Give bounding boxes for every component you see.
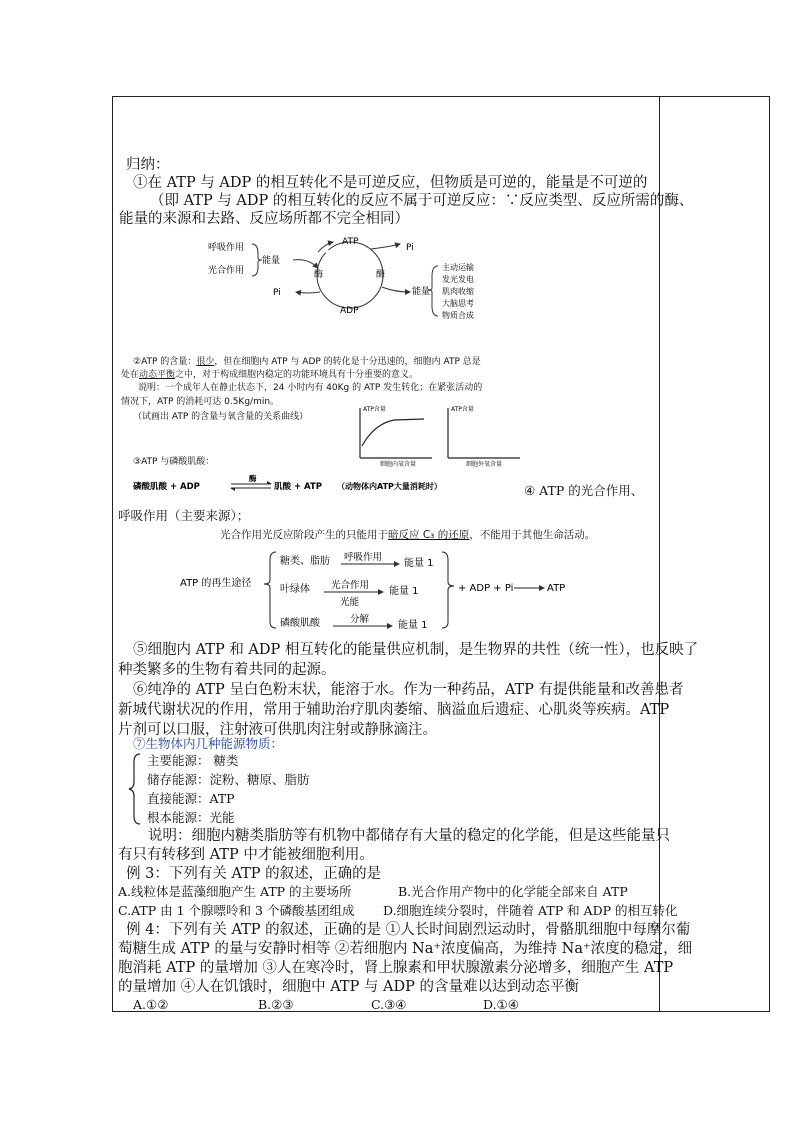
table-divider [659, 96, 660, 1012]
p4-line-a: ④ ATP 的光合作用、 [524, 483, 644, 498]
regen-r2-out: 能量 1 [389, 586, 419, 597]
energy-ultimate: 根本能源：光能 [147, 810, 235, 825]
cycle-use-1: 主动运输 [442, 263, 474, 272]
p6-line-b: 新城代谢状况的作用，常用于辅助治疗肌肉萎缩、脑溢血后遗症、心肌炎等疾病。ATP [118, 702, 670, 718]
ex3-option-b: B.光合作用产物中的化学能全部来自 ATP [398, 884, 628, 899]
graph1-ylabel: ATP含量 [363, 406, 386, 413]
ex4-line-3: 胞消耗 ATP 的量增加 ③人在寒冷时，肾上腺素和甲状腺激素分泌增多，细胞产生 ATP [118, 960, 674, 976]
photo-note: 光合作用光反应阶段产生的只能用于暗反应 C₃ 的还原，不能用于其他生命活动。 [220, 529, 596, 541]
regen-label: ATP 的再生途径 [180, 578, 252, 589]
graph1-xlabel: 细胞内氧含量 [380, 461, 417, 468]
cycle-adp: ADP [340, 306, 359, 316]
regen-r2-sub: 光能 [340, 597, 360, 608]
cycle-use-5: 物质合成 [442, 311, 474, 320]
p4-line-b: 呼吸作用（主要来源）； [118, 508, 250, 523]
graph2-ylabel: ATP含量 [451, 406, 474, 413]
summary-point-1: ①在 ATP 与 ADP 的相互转化不是可逆反应，但物质是可逆的，能量是不可逆的 [133, 175, 648, 191]
p2-line-e: （试画出 ATP 的含量与氧含量的关系曲线） [133, 412, 309, 422]
energy-direct: 直接能源：ATP [147, 791, 235, 806]
p5-line-a: ⑤细胞内 ATP 和 ADP 相互转化的能量供应机制，是生物界的共性（统一性），也反映了 [133, 642, 699, 658]
cycle-energy-right: 能量 [412, 287, 431, 297]
ex3-option-a: A.线粒体是蓝藻细胞产生 ATP 的主要场所 [118, 884, 352, 899]
ex4-option-a: A.①② [133, 997, 169, 1012]
atp-oxygen-graphs [350, 402, 525, 468]
ex3-stem: 例 3：下列有关 ATP 的叙述，正确的是 [126, 866, 382, 882]
regen-r3-src: 磷酸肌酸 [280, 618, 320, 629]
summary-point-1c: 能量的来源和去路、反应场所都不完全相同） [119, 211, 409, 227]
regen-product: ATP [547, 583, 566, 594]
cycle-left-top: 呼吸作用 [208, 243, 245, 253]
p2-line-a: ②ATP 的含量：很少，但在细胞内 ATP 与 ADP 的转化是十分迅速的，细胞内 ATP 总是 [133, 357, 481, 367]
graph2-xlabel: 细胞外氧含量 [466, 461, 503, 468]
eq-left: 磷酸肌酸 + ADP [133, 482, 200, 492]
cycle-enzyme-right: 酶 [376, 270, 386, 280]
summary-title: 归纳： [126, 157, 170, 173]
ex4-option-d: D.①④ [483, 997, 519, 1012]
regen-r1-proc: 呼吸作用 [344, 552, 383, 563]
atp-cycle-diagram [200, 232, 510, 324]
cycle-atp: ATP [342, 237, 359, 247]
ex3-option-c: C.ATP 由 1 个腺嘌呤和 3 个磷酸基团组成 [118, 903, 355, 918]
p5-line-b: 种类繁多的生物有着共同的起源。 [118, 662, 336, 678]
energy-main: 主要能源： 糖类 [147, 753, 239, 768]
note-line-1: 说明：细胞内糖类脂肪等有机物中都储存有大量的稳定的化学能，但是这些能量只 [148, 828, 670, 844]
ex4-line-1: 例 4：下列有关 ATP 的叙述，正确的是 ①人长时间剧烈运动时，骨骼肌细胞中每摩尔葡 [126, 922, 691, 938]
cycle-pi-left: Pi [273, 288, 281, 298]
eq-right: 肌酸 + ATP [274, 482, 322, 492]
energy-brace [128, 752, 142, 826]
cycle-pi-right: Pi [406, 243, 414, 253]
p6-line-c: 片剂可以口服，注射液可供肌肉注射或静脉滴注。 [118, 722, 437, 738]
regen-r3-proc: 分解 [350, 614, 370, 625]
cycle-left-bottom: 光合作用 [208, 266, 245, 276]
summary-point-1b: （即 ATP 与 ADP 的相互转化的反应不属于可逆反应：∵反应类型、反应所需的酶、 [150, 193, 694, 209]
p6-line-a: ⑥纯净的 ATP 呈白色粉末状，能溶于水。作为一种药品，ATP 有提供能量和改善患者 [133, 682, 684, 698]
eq-enzyme: 酶 [249, 474, 257, 483]
cycle-enzyme-left: 酶 [314, 270, 324, 280]
ex3-option-d: D.细胞连续分裂时，伴随着 ATP 和 ADP 的相互转化 [383, 903, 678, 918]
note-line-2: 有只有转移到 ATP 中才能被细胞利用。 [118, 847, 374, 863]
regen-r2-proc: 光合作用 [331, 580, 370, 591]
regen-r2-src: 叶绿体 [280, 584, 310, 595]
p7-title: ⑦生物体内几种能源物质： [133, 736, 284, 751]
p2-line-d: 情况下，ATP 的消耗可达 0.5Kg/min。 [121, 397, 280, 407]
ex4-option-b: B.②③ [258, 997, 294, 1012]
atp-regeneration-diagram [178, 546, 578, 634]
cycle-use-4: 大脑思考 [442, 299, 474, 308]
regen-r1-src: 糖类、脂肪 [280, 556, 330, 567]
energy-storage: 储存能源：淀粉、糖原、脂肪 [147, 772, 310, 787]
cycle-use-2: 发光发电 [442, 275, 474, 284]
cycle-energy-left: 能量 [262, 256, 281, 266]
regen-plus: + ADP + Pi [458, 583, 514, 594]
cycle-use-3: 肌肉收缩 [442, 287, 474, 296]
p2-line-b: 处在动态平衡之中，对于构成细胞内稳定的功能环境具有十分重要的意义。 [121, 370, 419, 380]
creatine-equation [133, 474, 493, 496]
regen-r1-out: 能量 1 [404, 558, 434, 569]
eq-note: （动物体内ATP大量消耗时） [337, 482, 442, 491]
p2-line-c: 说明：一个成年人在静止状态下，24 小时内有 40Kg 的 ATP 发生转化；在紧张活动的 [138, 383, 483, 393]
ex4-line-4: 的量增加 ④人在饥饿时，细胞中 ATP 与 ADP 的含量难以达到动态平衡 [118, 979, 580, 995]
ex4-line-2: 萄糖生成 ATP 的量与安静时相等 ②若细胞内 Na⁺浓度偏高，为维持 Na⁺浓度的稳定，细 [118, 941, 693, 957]
regen-r3-out: 能量 1 [398, 620, 428, 631]
p3-title: ③ATP 与磷酸肌酸： [133, 457, 215, 467]
ex4-option-c: C.③④ [371, 997, 407, 1012]
